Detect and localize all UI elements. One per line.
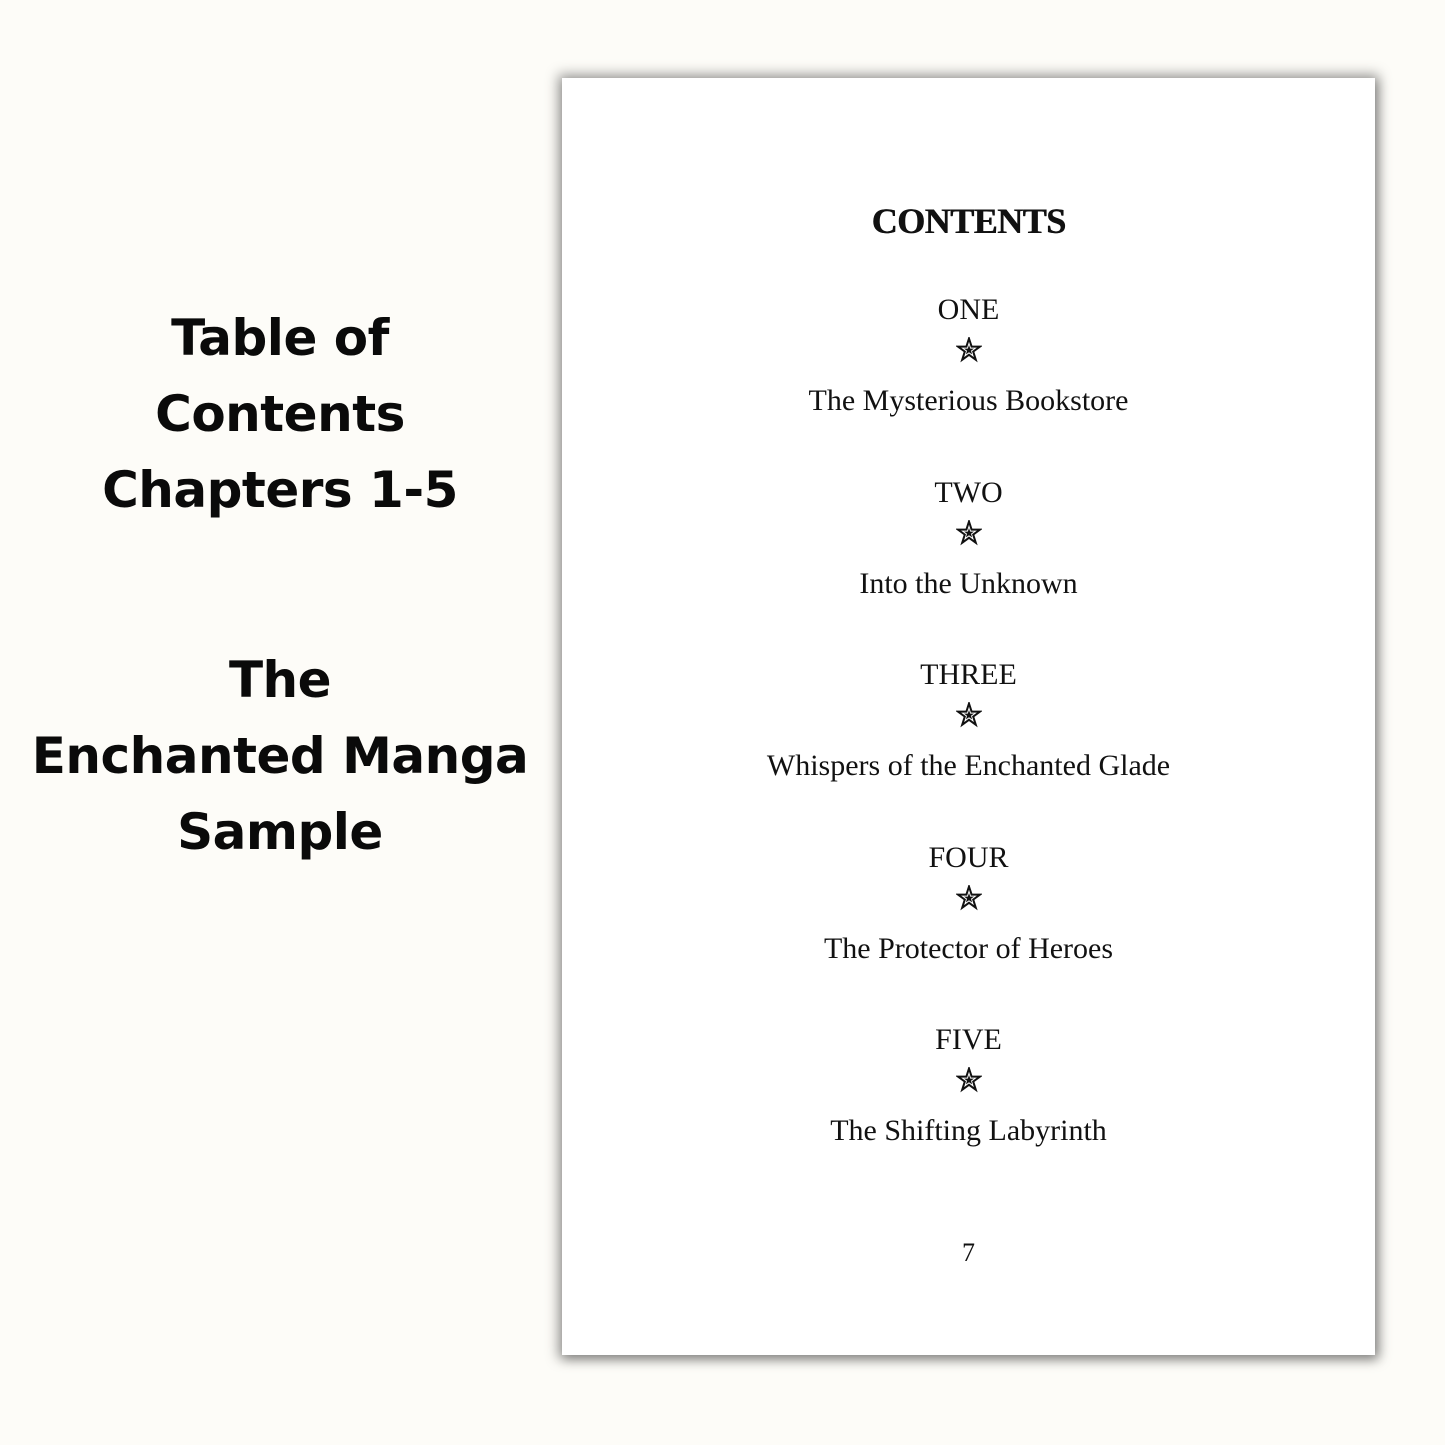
- chapter-title: Whispers of the Enchanted Glade: [766, 749, 1171, 782]
- chapter-number: TWO: [934, 476, 1003, 509]
- chapter-entry: [562, 841, 1375, 967]
- chapter-title: The Shifting Labyrinth: [830, 1114, 1107, 1147]
- promo-heading-line: Table of: [171, 309, 389, 367]
- chapter-entry: [562, 1023, 1375, 1149]
- star-icon: [956, 337, 982, 363]
- book-page: [562, 78, 1375, 1355]
- promo-heading-line: Chapters 1-5: [102, 461, 458, 519]
- chapter-title: The Protector of Heroes: [823, 932, 1114, 965]
- page-number: 7: [962, 1238, 975, 1267]
- chapter-number: THREE: [920, 658, 1017, 691]
- chapter-entry: [562, 293, 1375, 419]
- chapter-title: Into the Unknown: [859, 567, 1078, 600]
- promo-text-panel: [20, 300, 540, 870]
- chapter-number: FOUR: [928, 841, 1009, 874]
- star-icon: [956, 702, 982, 728]
- chapter-number: ONE: [937, 293, 1000, 326]
- promo-heading: [20, 300, 540, 528]
- star-icon: [956, 1067, 982, 1093]
- star-icon: [956, 885, 982, 911]
- promo-title-line: The: [228, 651, 332, 709]
- promo-title-line: Enchanted Manga: [31, 727, 529, 785]
- chapter-entry: [562, 658, 1375, 784]
- star-icon: [956, 520, 982, 546]
- contents-heading: CONTENTS: [871, 201, 1066, 241]
- promo-title-line: Sample: [177, 803, 383, 861]
- chapter-number: FIVE: [935, 1023, 1002, 1056]
- chapter-title: The Mysterious Bookstore: [808, 384, 1129, 417]
- promo-book-title: [20, 642, 540, 870]
- chapter-entry: [562, 476, 1375, 602]
- promo-heading-line: Contents: [155, 385, 405, 443]
